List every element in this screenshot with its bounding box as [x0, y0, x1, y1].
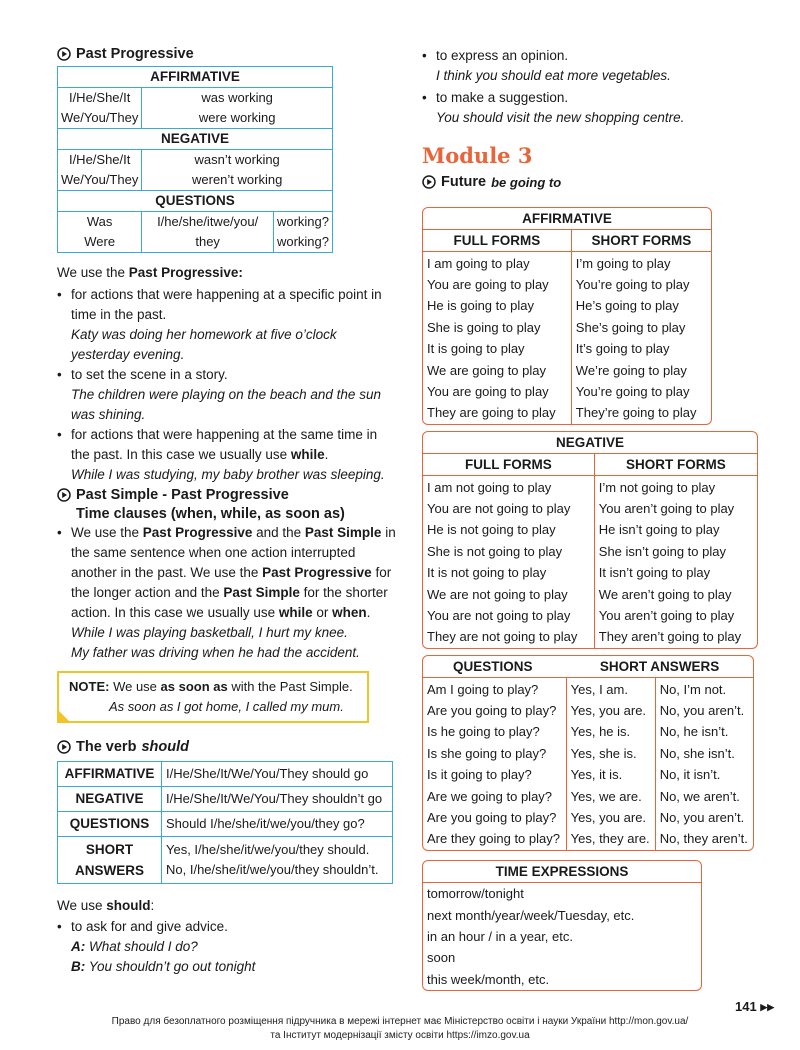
text-run: for the shorter action. In this case we usually use: [71, 585, 388, 620]
text-run: You shouldn’t go out tonight: [85, 959, 256, 974]
list-item: [57, 285, 397, 365]
text-run: Future: [441, 174, 487, 190]
text-run: for actions that were happening at the same time in the past. In this case we usually use: [71, 427, 378, 462]
table-cell: tomorrow/tonight: [427, 886, 524, 902]
table-cell: You’re going to play: [571, 381, 711, 402]
example: Katy was doing her homework at five o’clock yesterday evening.: [71, 327, 337, 362]
text-run: Past Simple: [223, 585, 300, 600]
column-header: FULL FORMS: [423, 454, 594, 476]
table-cell: this week/month, etc.: [427, 971, 550, 987]
table-cell: He’s going to play: [571, 295, 711, 316]
table-cell: No, you aren’t.: [655, 700, 753, 721]
table-cell: I’m going to play: [571, 252, 711, 274]
column-header: QUESTIONS: [423, 656, 566, 678]
page-number-text: 141: [735, 999, 757, 1014]
table-row: [423, 583, 757, 604]
text-run: should: [141, 739, 189, 755]
text-run: while: [290, 447, 325, 462]
footer-line: Право для безоплатного розміщення підручника в мережі інтернет має Міністерство освіти і науки України http://mon.gov.ua/: [111, 1016, 689, 1027]
time-expressions-table: [422, 860, 702, 991]
table-cell: Are you going to play?: [427, 809, 557, 825]
table-cell: We/You/They: [58, 108, 142, 129]
table-cell: He is not going to play: [427, 522, 556, 538]
should-usage-list-continued: [422, 46, 762, 128]
table-cell: You’re going to play: [571, 274, 711, 295]
table-row: [423, 743, 753, 764]
play-circle-icon: [57, 47, 71, 61]
should-use-intro: [57, 896, 397, 916]
cell-line: No, I/he/she/it/we/you/they shouldn’t.: [166, 862, 379, 877]
time-clauses-heading: Time clauses (when, while, as soon as): [76, 506, 345, 522]
fast-forward-icon: ▶▶: [760, 1002, 775, 1013]
example: [71, 939, 198, 954]
table-cell: He isn’t going to play: [594, 519, 757, 540]
table-row: [423, 252, 711, 274]
right-column: [422, 46, 762, 190]
table-title: TIME EXPRESSIONS: [423, 861, 701, 883]
table-cell: I/he/she/itwe/you/ they: [142, 212, 274, 253]
questions-future-table: [422, 655, 754, 851]
table-cell: [58, 212, 142, 253]
text-run: We use the: [71, 525, 143, 540]
text-run: Past Progressive: [142, 525, 253, 540]
table-cell: It is not going to play: [427, 565, 547, 581]
usage-list: [57, 285, 397, 485]
text-run: :: [150, 898, 155, 913]
list-item: [422, 46, 762, 86]
table-cell: No, they aren’t.: [655, 828, 753, 849]
table-cell: Yes, he is.: [566, 721, 655, 742]
table-cell: I/He/She/It: [58, 150, 142, 171]
table-cell: I/He/She/It/We/You/They should go: [162, 762, 393, 787]
should-heading: [57, 739, 397, 755]
text-run: for the longer action and the: [71, 565, 392, 600]
table-row: [423, 402, 711, 423]
text-run: What should I do?: [85, 939, 198, 954]
table-cell: Are they going to play?: [427, 831, 560, 847]
text-run: .: [324, 447, 329, 462]
table-row: [423, 498, 757, 519]
table-body: [423, 252, 711, 424]
past-simple-progressive-heading: Past Simple - Past Progressive: [57, 487, 397, 503]
table-row: [423, 969, 701, 990]
example: You should visit the new shopping centre.: [436, 110, 685, 125]
table-cell: Yes, it is.: [566, 764, 655, 785]
row-label: NEGATIVE: [58, 787, 162, 812]
table-row: [423, 626, 757, 647]
table-cell: They aren’t going to play: [594, 626, 757, 647]
table-cell: Yes, you are.: [566, 807, 655, 828]
past-progressive-table: [57, 66, 333, 253]
table-body: [423, 476, 757, 648]
text-run: to set the scene in a story.: [71, 367, 228, 382]
table-cell: You aren’t going to play: [594, 498, 757, 519]
table-cell: in an hour / in a year, etc.: [427, 928, 573, 944]
play-circle-icon: [57, 488, 71, 502]
row-label: SHORT ANSWERS: [58, 837, 162, 884]
text-run: .: [366, 605, 371, 620]
table-cell: We are not going to play: [427, 586, 568, 602]
should-table: [57, 761, 393, 884]
table-cell: No, we aren’t.: [655, 785, 753, 806]
table-cell: was working: [142, 88, 333, 109]
table-cell: I’m not going to play: [594, 476, 757, 498]
text-run: as soon as: [160, 679, 228, 694]
page-number: [735, 999, 774, 1014]
table-cell: It is going to play: [427, 341, 525, 357]
table-cell: You are going to play: [427, 276, 549, 292]
table-cell: wasn’t working: [142, 150, 333, 171]
table-row: [423, 359, 711, 380]
cell-line: working?: [276, 214, 329, 229]
table-row: [423, 678, 753, 700]
table-cell: It isn’t going to play: [594, 562, 757, 583]
table-cell: were working: [142, 108, 333, 129]
list-item: [57, 917, 397, 977]
table-cell: No, it isn’t.: [655, 764, 753, 785]
table-title: AFFIRMATIVE: [423, 208, 711, 230]
table-cell: Is she going to play?: [427, 745, 547, 761]
note-line: [69, 677, 357, 697]
text-run: We use the: [57, 265, 129, 280]
table-cell: Yes, they are.: [566, 828, 655, 849]
table-row: [423, 721, 753, 742]
table-row: [423, 764, 753, 785]
example: I think you should eat more vegetables.: [436, 68, 671, 83]
example: [71, 959, 255, 974]
table-row: [423, 883, 701, 905]
future-heading: [422, 174, 762, 190]
table-cell: No, he isn’t.: [655, 721, 753, 742]
table-cell: Are you going to play?: [427, 702, 557, 718]
text-run: in the same sentence when one action interrupted another in the past. We use the: [71, 525, 396, 580]
table-cell: I/He/She/It: [58, 88, 142, 109]
column-header: SHORT FORMS: [594, 454, 757, 476]
table-row: [423, 338, 711, 359]
example: While I was studying, my baby brother was sleeping.: [71, 467, 385, 482]
example: While I was playing basketball, I hurt my knee.: [71, 625, 348, 640]
list-item: [57, 365, 397, 425]
table-row: [423, 904, 701, 925]
table-cell: [273, 212, 332, 253]
table-row: [423, 317, 711, 338]
table-cell: No, I’m not.: [655, 678, 753, 700]
table-cell: It’s going to play: [571, 338, 711, 359]
cell-line: Were: [84, 234, 116, 249]
table-row: [423, 605, 757, 626]
table-cell: She is not going to play: [427, 543, 563, 559]
table-cell: Yes, we are.: [566, 785, 655, 806]
text-run: We use: [57, 898, 107, 913]
time-clauses-list: [57, 523, 397, 663]
negative-future-table: [422, 431, 758, 649]
table-row: [423, 828, 753, 849]
text-run: or: [312, 605, 333, 620]
text-run: and the: [252, 525, 305, 540]
list-item: [422, 88, 762, 128]
text-run: should: [106, 898, 151, 913]
text-run: to ask for and give advice.: [71, 919, 228, 934]
note-label: NOTE:: [69, 679, 110, 694]
list-item: [57, 523, 397, 663]
column-header: SHORT FORMS: [571, 230, 711, 252]
text-run: to make a suggestion.: [436, 90, 569, 105]
table-row: [423, 926, 701, 947]
table-cell: They are going to play: [427, 405, 556, 421]
table-cell: I am not going to play: [427, 479, 552, 495]
table-cell: We’re going to play: [571, 359, 711, 380]
list-item: [57, 425, 397, 485]
table-body: [423, 883, 701, 990]
table-cell: We aren’t going to play: [594, 583, 757, 604]
module-title: Module 3: [422, 143, 533, 168]
table-cell: I am going to play: [427, 255, 530, 271]
text-run: to express an opinion.: [436, 48, 569, 63]
table-cell: She isn’t going to play: [594, 541, 757, 562]
use-intro: [57, 263, 397, 283]
text-run: Past Progressive:: [128, 265, 243, 280]
table-cell: No, she isn’t.: [655, 743, 753, 764]
questions-header: QUESTIONS: [58, 191, 333, 212]
text-run: while: [278, 605, 313, 620]
table-row: [423, 476, 757, 498]
table-cell: Yes, I am.: [566, 678, 655, 700]
table-cell: You are going to play: [427, 383, 549, 399]
table-row: [423, 274, 711, 295]
table-cell: Should I/he/she/it/we/you/they go?: [162, 812, 393, 837]
table-cell: He is going to play: [427, 298, 534, 314]
text-run: with the Past Simple.: [227, 679, 353, 694]
footer-line: та Інститут модернізації змісту освіти https://imzo.gov.ua: [270, 1030, 530, 1041]
table-cell: weren’t working: [142, 170, 333, 191]
table-cell: soon: [427, 950, 456, 966]
cell-line: working?: [276, 234, 329, 249]
speaker-label: B:: [71, 959, 86, 974]
table-row: [423, 947, 701, 968]
text-run: be going to: [491, 174, 562, 190]
row-label: QUESTIONS: [58, 812, 162, 837]
table-cell: Are we going to play?: [427, 788, 553, 804]
text-run: for actions that were happening at a specific point in time in the past.: [71, 287, 382, 322]
play-circle-icon: [57, 740, 71, 754]
table-cell: Is he going to play?: [427, 724, 540, 740]
table-cell: We/You/They: [58, 170, 142, 191]
table-cell: She is going to play: [427, 319, 541, 335]
table-cell: You are not going to play: [427, 500, 571, 516]
text-run: The verb: [76, 739, 137, 755]
table-title: NEGATIVE: [423, 432, 757, 454]
negative-header: NEGATIVE: [58, 129, 333, 150]
table-cell: We are going to play: [427, 362, 546, 378]
table-cell: Am I going to play?: [427, 681, 539, 697]
table-cell: No, you aren’t.: [655, 807, 753, 828]
note-example: As soon as I got home, I called my mum.: [109, 699, 344, 714]
table-cell: They’re going to play: [571, 402, 711, 423]
cell-line: Yes, I/he/she/it/we/you/they should.: [166, 842, 370, 857]
text-run: Past Simple: [304, 525, 382, 540]
table-cell: She’s going to play: [571, 317, 711, 338]
table-cell: I/He/She/It/We/You/They shouldn’t go: [162, 787, 393, 812]
table-row: [423, 807, 753, 828]
table-cell: [162, 837, 393, 884]
speaker-label: A:: [71, 939, 86, 954]
note-box: [57, 671, 369, 723]
table-row: [423, 562, 757, 583]
table-cell: They are not going to play: [427, 629, 578, 645]
footer: [0, 1015, 800, 1043]
left-column: [57, 46, 397, 977]
table-cell: Yes, you are.: [566, 700, 655, 721]
text-run: when: [332, 605, 367, 620]
table-cell: You are not going to play: [427, 607, 571, 623]
text-run: We use: [109, 679, 161, 694]
table-cell: Yes, she is.: [566, 743, 655, 764]
table-body: [423, 678, 753, 850]
column-header: SHORT ANSWERS: [566, 656, 753, 678]
table-cell: Is it going to play?: [427, 767, 532, 783]
table-cell: next month/year/week/Tuesday, etc.: [427, 907, 635, 923]
note-corner-decoration: [57, 709, 71, 723]
table-row: [423, 700, 753, 721]
example: The children were playing on the beach and the sun was shining.: [71, 387, 381, 422]
table-row: [423, 295, 711, 316]
text-run: Past Progressive: [262, 565, 372, 580]
example: My father was driving when he had the accident.: [71, 645, 360, 660]
table-cell: You aren’t going to play: [594, 605, 757, 626]
table-row: [423, 519, 757, 540]
past-progressive-heading: Past Progressive: [57, 46, 397, 62]
table-row: [423, 541, 757, 562]
row-label: AFFIRMATIVE: [58, 762, 162, 787]
affirmative-future-table: [422, 207, 712, 425]
table-row: [423, 785, 753, 806]
should-usage-list: [57, 917, 397, 977]
column-header: FULL FORMS: [423, 230, 571, 252]
play-circle-icon: [422, 175, 436, 189]
cell-line: Was: [86, 214, 113, 229]
affirmative-header: AFFIRMATIVE: [58, 67, 333, 88]
table-row: [423, 381, 711, 402]
